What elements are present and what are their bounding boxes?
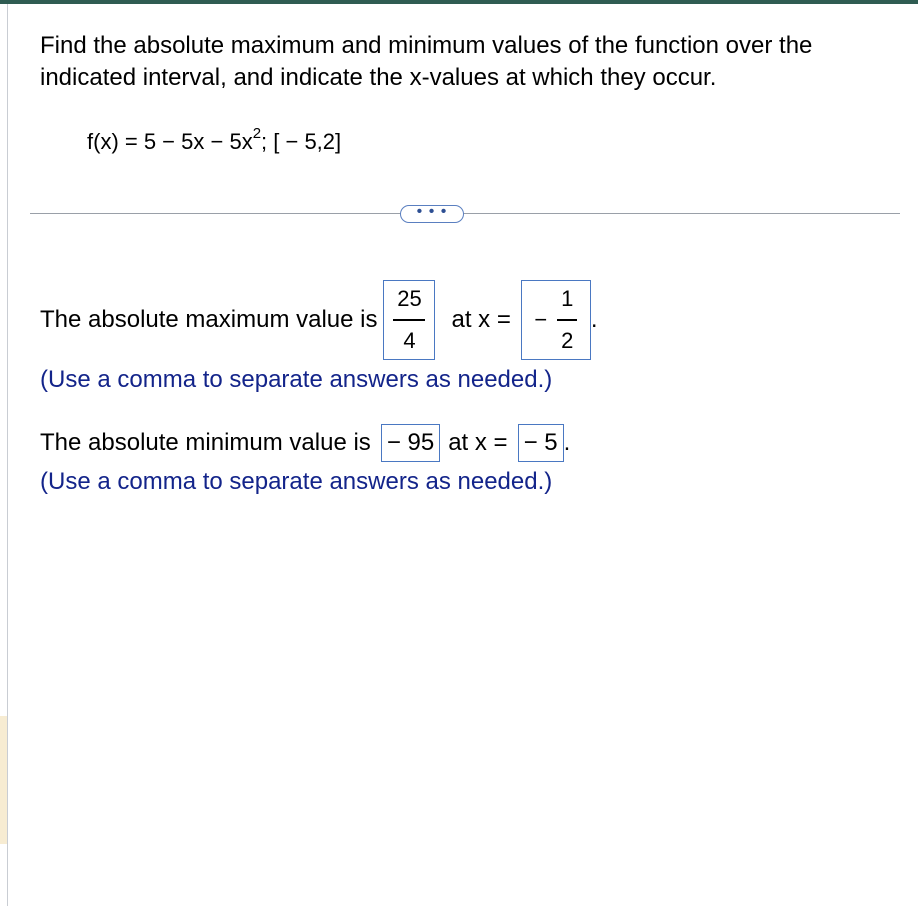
max-value-denominator: 4 (403, 327, 416, 353)
max-x-denominator: 2 (561, 327, 574, 353)
max-x-fraction (557, 287, 577, 353)
formula-exponent: 2 (252, 124, 262, 142)
max-value-input[interactable] (383, 280, 435, 360)
max-hint: (Use a comma to separate answers as needed.) (40, 366, 553, 393)
max-value-numerator: 25 (397, 286, 422, 312)
min-hint: (Use a comma to separate answers as needed.) (40, 468, 553, 495)
min-x-value: − 5 (523, 429, 558, 456)
question-text: Find the absolute maximum and minimum values of the function over the indicated interval, and indicate the x-values at which they occur. (40, 32, 813, 91)
left-accent-strip (0, 716, 7, 844)
max-prefix: The absolute maximum value is (40, 306, 378, 333)
max-x-numerator: 1 (561, 286, 574, 312)
section-divider (30, 213, 900, 214)
min-answer-line (40, 424, 570, 462)
max-value-fraction (393, 287, 425, 353)
function-formula (87, 122, 341, 162)
max-answer-line (40, 280, 598, 360)
min-middle: at x = (448, 429, 508, 456)
min-value-input[interactable] (381, 424, 440, 462)
max-x-input[interactable] (521, 280, 591, 360)
formula-lhs: f(x) = 5 − 5x − 5x (87, 129, 253, 154)
max-middle: at x = (451, 306, 511, 333)
more-options-button[interactable]: • • • (400, 205, 464, 223)
max-x-sign: − (534, 307, 548, 332)
fraction-bar (393, 319, 425, 321)
min-value: − 95 (386, 429, 435, 456)
formula-interval: ; [ − 5,2] (261, 129, 342, 154)
left-border (7, 4, 8, 906)
min-prefix: The absolute minimum value is (40, 429, 371, 456)
fraction-bar (557, 319, 577, 321)
max-suffix: . (590, 306, 598, 333)
min-suffix: . (563, 429, 571, 456)
min-x-input[interactable] (518, 424, 564, 462)
header-bar (0, 0, 918, 4)
